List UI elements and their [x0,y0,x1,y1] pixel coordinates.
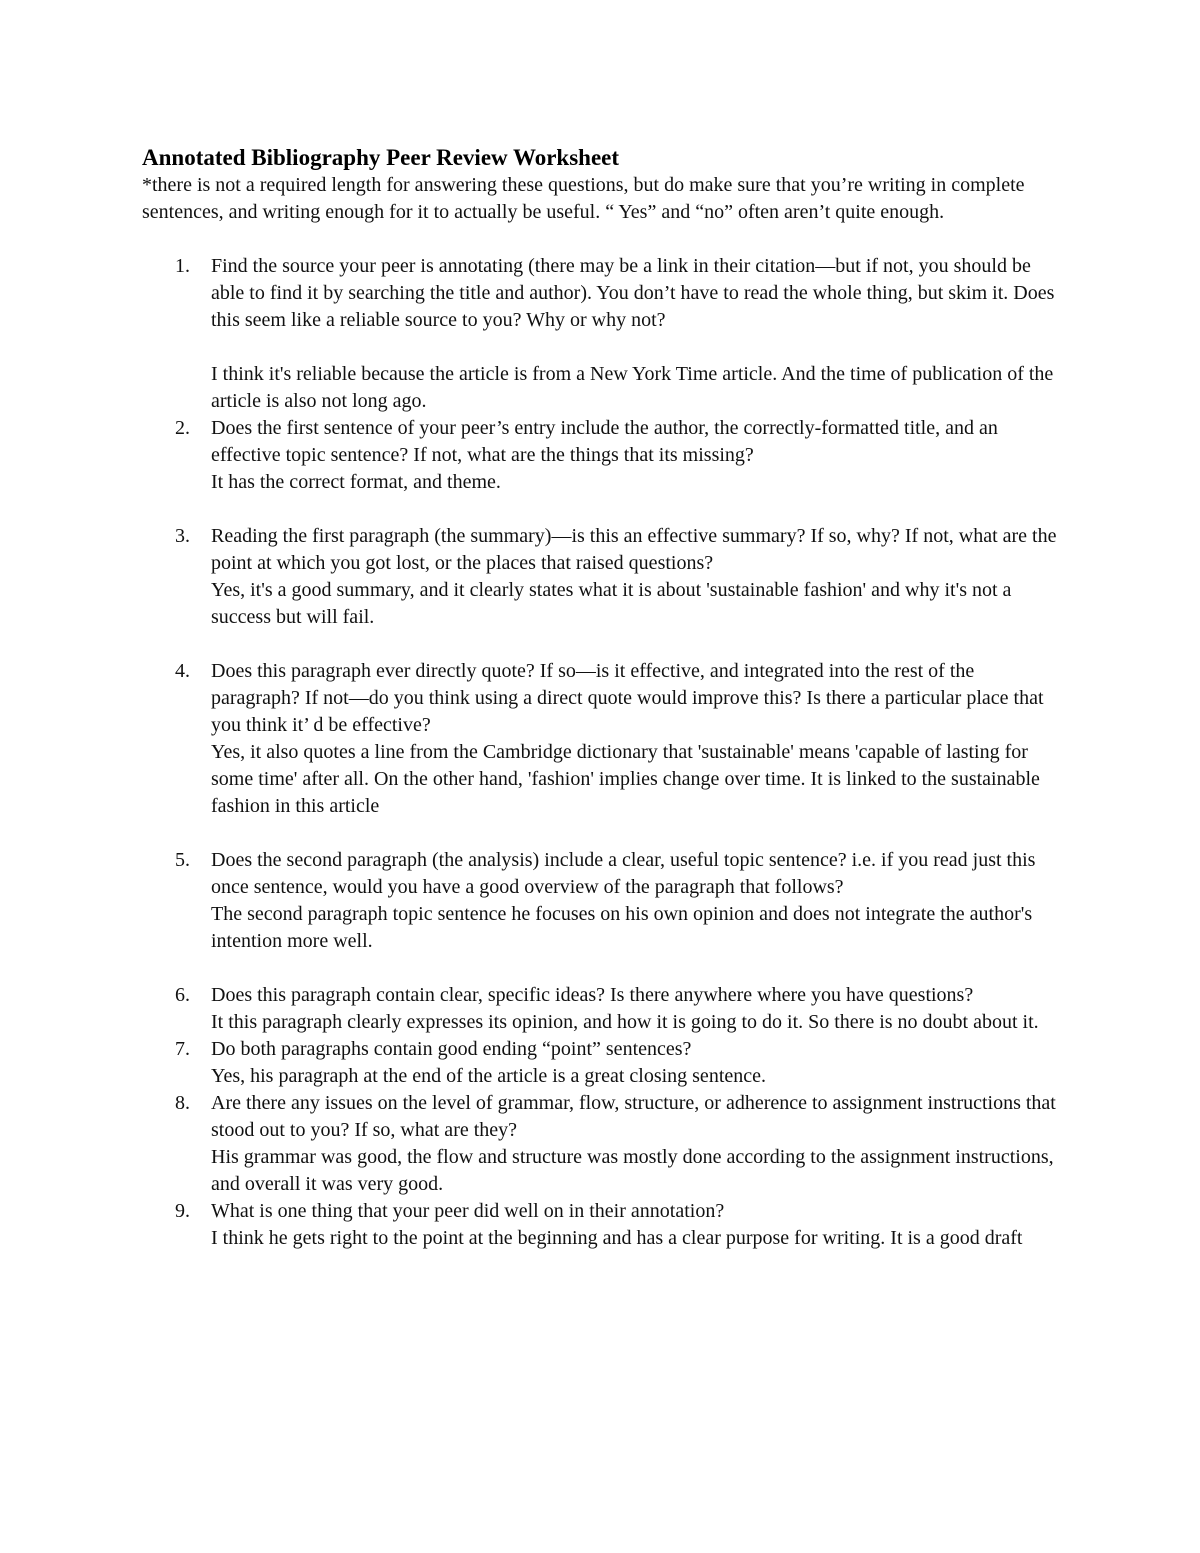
answer-text: The second paragraph topic sentence he focuses on his own opinion and does not integrate the author's intention more well. [211,903,1033,952]
question-number: 7. [175,1038,190,1060]
question-list [142,253,1062,1252]
question-text: Does the second paragraph (the analysis) include a clear, useful topic sentence? i.e. if you read just this once sentence, would you have a good overview of the paragraph that follows? [211,849,1036,898]
question-number: 2. [175,417,190,439]
question-item-6 [142,982,1062,1036]
page-title: Annotated Bibliography Peer Review Worksheet [142,145,620,170]
question-text: Does the first sentence of your peer’s entry include the author, the correctly-formatted title, and an effective topic sentence? If not, what are the things that its missing? [211,417,998,466]
question-text: Are there any issues on the level of grammar, flow, structure, or adherence to assignment instructions that stood out to you? If so, what are they? [211,1092,1056,1141]
intro-paragraph: *there is not a required length for answering these questions, but do make sure that you’re writing in complete sentences, and writing enough for it to actually be useful. “ Yes” and “no” often aren’t quite enough. [142,174,1025,223]
answer-text: I think he gets right to the point at the beginning and has a clear purpose for writing. It is a good draft [211,1227,1023,1249]
question-number: 6. [175,984,190,1006]
question-item-8 [142,1090,1062,1198]
answer-text: Yes, his paragraph at the end of the article is a great closing sentence. [211,1065,766,1087]
question-text: What is one thing that your peer did well on in their annotation? [211,1200,725,1222]
question-number: 9. [175,1200,190,1222]
question-item-4 [142,658,1062,820]
answer-text: It this paragraph clearly expresses its opinion, and how it is going to do it. So there is no doubt about it. [211,1011,1039,1033]
question-text: Reading the first paragraph (the summary)—is this an effective summary? If so, why? If not, what are the point at which you got lost, or the places that raised questions? [211,525,1057,574]
question-item-3 [142,523,1062,631]
question-item-1 [142,253,1062,415]
question-text: Does this paragraph ever directly quote? If so—is it effective, and integrated into the rest of the paragraph? If not—do you think using a direct quote would improve this? Is there a particular place that you think it’ d be effective? [211,660,1044,736]
answer-text: It has the correct format, and theme. [211,471,501,493]
question-item-7 [142,1036,1062,1090]
question-number: 1. [175,255,190,277]
question-text: Do both paragraphs contain good ending “point” sentences? [211,1038,692,1060]
question-text: Does this paragraph contain clear, specific ideas? Is there anywhere where you have questions? [211,984,974,1006]
question-number: 4. [175,660,190,682]
document-body [142,144,1062,1252]
answer-text: Yes, it's a good summary, and it clearly states what it is about 'sustainable fashion' and why it's not a success but will fail. [211,579,1012,628]
question-number: 5. [175,849,190,871]
answer-text: His grammar was good, the flow and structure was mostly done according to the assignment instructions, and overall it was very good. [211,1146,1054,1195]
question-item-2 [142,415,1062,496]
answer-text: I think it's reliable because the article is from a New York Time article. And the time of publication of the article is also not long ago. [211,363,1054,412]
question-number: 8. [175,1092,190,1114]
answer-text: Yes, it also quotes a line from the Cambridge dictionary that 'sustainable' means 'capable of lasting for some time' after all. On the other hand, 'fashion' implies change over time. It is linked to the sustainable fashion in this article [211,741,1040,817]
question-item-5 [142,847,1062,955]
question-number: 3. [175,525,190,547]
question-item-9 [142,1198,1062,1252]
question-text: Find the source your peer is annotating (there may be a link in their citation—but if not, you should be able to find it by searching the title and author). You don’t have to read the whole thing, but skim it. Does this seem like a reliable source to you? Why or why not? [211,255,1055,331]
